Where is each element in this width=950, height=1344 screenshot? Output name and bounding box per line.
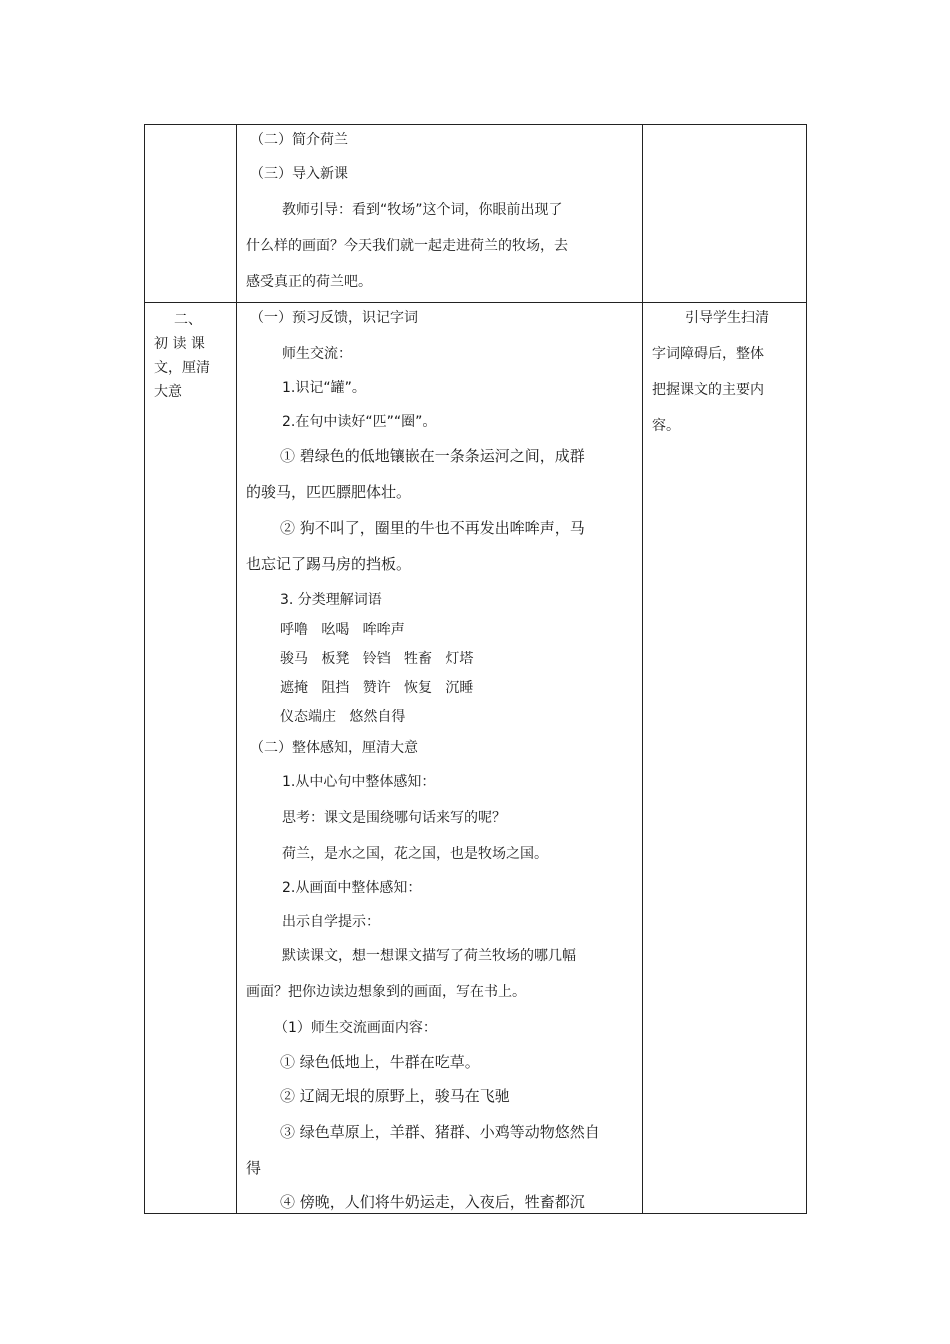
note-line: 容。: [652, 418, 680, 434]
example-sentence: ② 狗不叫了，圈里的牛也不再发出哞哞声，马: [280, 519, 585, 537]
vocabulary-row: 呼噜 吆喝 哞哞声: [280, 622, 405, 638]
example-sentence: 的骏马，匹匹膘肥体壮。: [246, 483, 412, 501]
paragraph-line: 教师引导：看到“牧场”这个词，你眼前出现了: [282, 202, 563, 218]
paragraph-line: 荷兰，是水之国，花之国，也是牧场之国。: [282, 846, 548, 862]
example-sentence: ① 碧绿色的低地镶嵌在一条条运河之间，成群: [280, 447, 585, 465]
paragraph-line: 出示自学提示：: [282, 914, 380, 930]
note-line: 引导学生扫清: [685, 310, 769, 326]
paragraph-line: 2.在句中读好“匹”“圈”。: [282, 414, 437, 430]
scene-item: ③ 绿色草原上，羊群、猪群、小鸡等动物悠然自: [280, 1123, 600, 1141]
column-divider-1: [236, 124, 237, 1214]
section-heading: （二）整体感知，厘清大意: [250, 740, 418, 756]
table-bottom-border: [144, 1213, 807, 1214]
note-line: 字词障碍后，整体: [652, 346, 764, 362]
row-divider: [144, 302, 807, 303]
paragraph-line: 3. 分类理解词语: [280, 592, 382, 608]
section-heading: （三）导入新课: [250, 166, 348, 182]
stage-label: 大意: [154, 384, 182, 400]
lesson-plan-table: [144, 124, 807, 1214]
vocabulary-row: 骏马 板凳 铃铛 牲畜 灯塔: [280, 651, 474, 667]
stage-label: 二、: [174, 312, 202, 328]
stage-label: 文，厘清: [154, 360, 210, 376]
section-heading: （二）简介荷兰: [250, 132, 348, 148]
paragraph-line: 默读课文，想一想课文描写了荷兰牧场的哪几幅: [282, 948, 576, 964]
paragraph-line: （1）师生交流画面内容：: [274, 1020, 437, 1036]
note-line: 把握课文的主要内: [652, 382, 764, 398]
paragraph-line: 画面？把你边读边想象到的画面，写在书上。: [246, 984, 526, 1000]
paragraph-line: 什么样的画面？今天我们就一起走进荷兰的牧场，去: [246, 238, 568, 254]
scene-item: ④ 傍晚，人们将牛奶运走，入夜后，牲畜都沉: [280, 1193, 585, 1211]
paragraph-line: 1.识记“罐”。: [282, 380, 366, 396]
table-left-border: [144, 124, 145, 1214]
table-right-border: [806, 124, 807, 1214]
paragraph-line: 感受真正的荷兰吧。: [246, 274, 372, 290]
vocabulary-row: 仪态端庄 悠然自得: [280, 709, 406, 725]
paragraph-line: 2.从画面中整体感知：: [282, 880, 422, 896]
table-top-border: [144, 124, 807, 125]
section-heading: （一）预习反馈，识记字词: [250, 310, 418, 326]
stage-label: 初 读 课: [154, 336, 205, 352]
paragraph-line: 1.从中心句中整体感知：: [282, 774, 436, 790]
example-sentence: 也忘记了踢马房的挡板。: [246, 555, 412, 573]
scene-item: ② 辽阔无垠的原野上，骏马在飞驰: [280, 1087, 510, 1105]
vocabulary-row: 遮掩 阻挡 赞许 恢复 沉睡: [280, 680, 474, 696]
scene-item: ① 绿色低地上，牛群在吃草。: [280, 1053, 480, 1071]
paragraph-line: 师生交流：: [282, 346, 352, 362]
paragraph-line: 思考：课文是围绕哪句话来写的呢？: [282, 810, 506, 826]
column-divider-2: [642, 124, 643, 1214]
scene-item: 得: [246, 1159, 262, 1177]
